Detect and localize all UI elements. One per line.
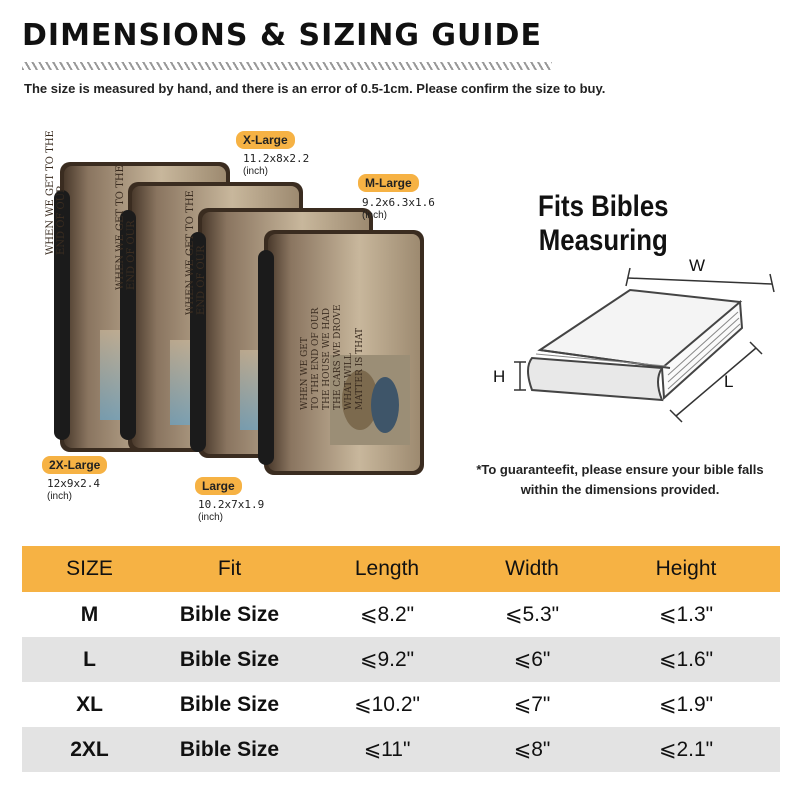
height-label: H [493, 367, 506, 386]
size-badge-x-large: X-Large [236, 131, 295, 149]
cover-text-front [300, 210, 366, 410]
header-length: Length [354, 557, 420, 580]
cell-fit: Bible Size [179, 737, 280, 761]
table-row [22, 592, 780, 637]
cell-height: ⩽1.9" [658, 693, 714, 716]
cover-text-1: WHEN WE GET TO THE END OF OUR [45, 130, 67, 255]
cell-fit: Bible Size [179, 692, 280, 716]
size-unit-x-large: (inch) [243, 166, 269, 177]
cell-size: L [83, 647, 96, 671]
fit-guarantee-note: *To guaranteefit, please ensure your bible falls within the dimensions provided. [476, 462, 764, 497]
length-label: L [724, 372, 734, 391]
size-unit-large: (inch) [198, 512, 224, 523]
cover-line: WHEN WE GET [300, 337, 310, 410]
cover-line: MATTER IS THAT [355, 327, 365, 410]
measurement-disclaimer: The size is measured by hand, and there is an error of 0.5-1cm. Please confirm the size to buy. [24, 81, 606, 96]
cell-width: ⩽7" [513, 693, 551, 716]
width-label: W [689, 256, 706, 275]
book-diagram [480, 240, 780, 440]
table-row [22, 682, 780, 727]
size-unit-2x-large: (inch) [47, 491, 73, 502]
cell-fit: Bible Size [179, 602, 280, 626]
size-unit-m-large: (inch) [362, 210, 388, 221]
cell-height: ⩽2.1" [658, 738, 714, 761]
cell-fit: Bible Size [179, 647, 280, 671]
cell-length: ⩽9.2" [359, 648, 415, 671]
fits-heading: Fits Bibles Measuring [538, 190, 669, 257]
cell-height: ⩽1.6" [658, 648, 714, 671]
table-row [22, 637, 780, 682]
size-badge-large: Large [195, 477, 242, 495]
cell-length: ⩽11" [363, 738, 411, 761]
title-underline [22, 62, 552, 70]
table-header [22, 546, 780, 592]
cell-size: XL [76, 692, 103, 716]
cell-height: ⩽1.3" [658, 603, 714, 626]
size-dims-2x-large: 12x9x2.4 [47, 477, 100, 490]
cell-width: ⩽5.3" [504, 603, 560, 626]
cell-size: M [80, 602, 99, 626]
size-dims-m-large: 9.2x6.3x1.6 [362, 196, 435, 209]
cell-length: ⩽10.2" [354, 693, 420, 716]
size-dims-x-large: 11.2x8x2.2 [243, 152, 310, 165]
size-dims-large: 10.2x7x1.9 [198, 498, 265, 511]
size-badge-m-large: M-Large [358, 174, 419, 192]
cover-line: THE HOUSE WE HAD [322, 308, 332, 410]
size-table [22, 546, 780, 772]
cell-size: 2XL [70, 737, 109, 761]
header-size: SIZE [66, 557, 113, 580]
header-height: Height [655, 557, 717, 580]
page-title: DIMENSIONS & SIZING GUIDE [22, 18, 542, 53]
header-width: Width [505, 557, 559, 580]
cover-line: THE CARS WE DROVE [333, 304, 343, 410]
cover-line: TO THE END OF OUR [311, 307, 321, 410]
size-badge-2x-large: 2X-Large [42, 456, 107, 474]
cell-width: ⩽6" [513, 648, 551, 671]
table-row [22, 727, 780, 772]
cell-width: ⩽8" [513, 738, 551, 761]
cover-line: WHAT WILL [344, 353, 354, 410]
cell-length: ⩽8.2" [359, 603, 415, 626]
cover-text-3: WHEN WE GET TO THE END OF OUR [185, 190, 207, 315]
header-fit: Fit [217, 557, 242, 580]
cover-text-2: WHEN WE GET TO THE END OF OUR [115, 165, 137, 290]
